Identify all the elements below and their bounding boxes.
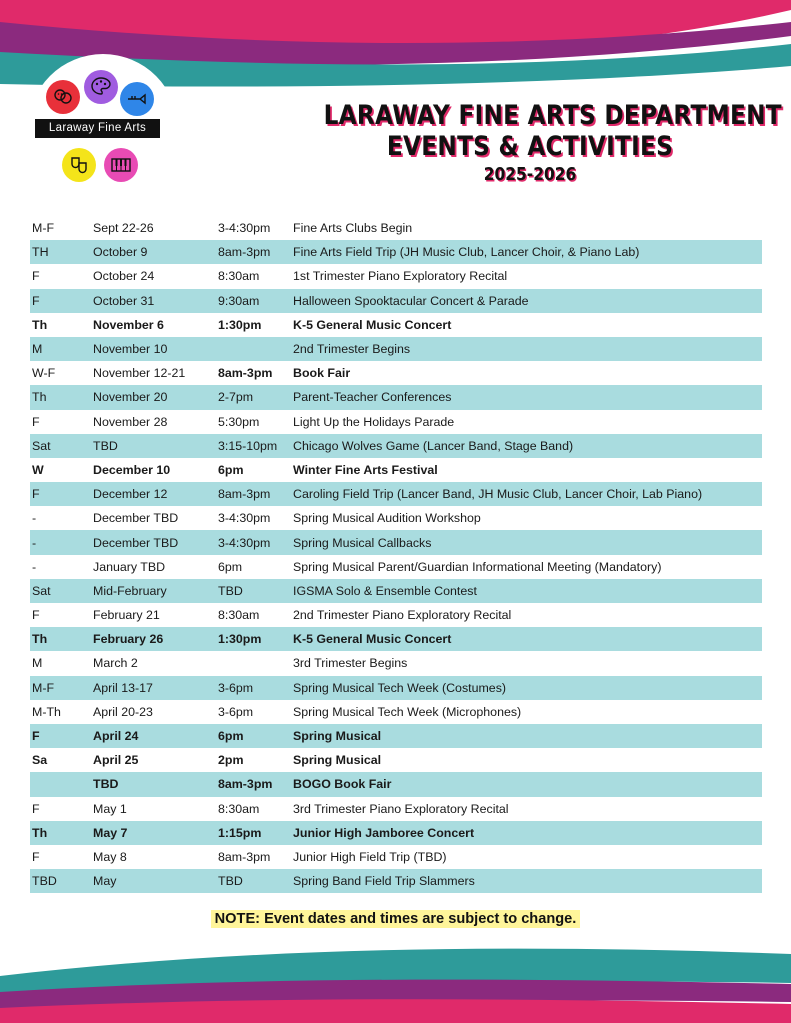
schedule-row (30, 797, 762, 821)
row-time: 2-7pm (218, 390, 254, 405)
row-event: Fine Arts Clubs Begin (293, 221, 413, 236)
row-event: Caroling Field Trip (Lancer Band, JH Music Club, Lancer Choir, Lab Piano) (293, 487, 703, 502)
row-time: 6pm (218, 729, 244, 744)
row-event: 3rd Trimester Piano Exploratory Recital (293, 801, 509, 816)
schedule-row (30, 724, 762, 748)
row-event: Chicago Wolves Game (Lancer Band, Stage Band) (293, 438, 574, 453)
row-date: November 12-21 (93, 366, 186, 381)
row-date: Sept 22-26 (93, 221, 154, 236)
row-time: 3-4:30pm (218, 535, 271, 550)
row-time: 8am-3pm (218, 366, 273, 381)
row-event: Winter Fine Arts Festival (293, 462, 438, 477)
schedule-row (30, 845, 762, 869)
row-event: Light Up the Holidays Parade (293, 414, 455, 429)
page-title (290, 100, 782, 188)
row-event: Spring Musical Tech Week (Microphones) (293, 704, 522, 719)
row-time: 1:30pm (218, 317, 262, 332)
schedule-row (30, 361, 762, 385)
row-date: April 24 (93, 729, 139, 744)
row-date: January TBD (93, 559, 166, 574)
piano-keys-icon (104, 148, 138, 182)
schedule-row (30, 385, 762, 409)
row-time: 8am-3pm (218, 849, 271, 864)
row-date: May (93, 874, 117, 889)
title-year: 2025-2026 (483, 164, 577, 185)
schedule-row (30, 603, 762, 627)
row-day: Th (32, 317, 48, 332)
row-date: February 21 (93, 608, 160, 623)
row-date: October 31 (93, 293, 155, 308)
row-event: Spring Musical (293, 753, 382, 768)
row-date: December 10 (93, 462, 171, 477)
row-day: Sa (32, 753, 48, 768)
row-day: F (32, 293, 40, 308)
schedule-row (30, 579, 762, 603)
row-day: F (32, 801, 40, 816)
row-date: November 6 (93, 317, 164, 332)
row-day: M (32, 656, 43, 671)
row-date: November 10 (93, 342, 168, 357)
row-time: 3-6pm (218, 704, 254, 719)
row-day: M (32, 342, 43, 357)
row-day: W-F (32, 366, 56, 381)
row-time: 1:15pm (218, 825, 262, 840)
row-time: 9:30am (218, 293, 260, 308)
row-date: April 13-17 (93, 680, 153, 695)
theater-masks-icon (46, 80, 80, 114)
row-date: March 2 (93, 656, 138, 671)
row-event: K-5 General Music Concert (293, 317, 452, 332)
schedule-row (30, 264, 762, 288)
row-date: February 26 (93, 632, 164, 647)
row-time: 3-4:30pm (218, 511, 271, 526)
schedule-row (30, 313, 762, 337)
row-date: April 25 (93, 753, 139, 768)
trumpet-icon (120, 82, 154, 116)
schedule-row (30, 555, 762, 579)
row-date: December 12 (93, 487, 168, 502)
row-time: 8am-3pm (218, 777, 273, 792)
schedule-row (30, 458, 762, 482)
schedule-row (30, 482, 762, 506)
laraway-fine-arts-logo (28, 54, 178, 204)
row-day: Th (32, 825, 48, 840)
schedule-row (30, 651, 762, 675)
row-day: M-F (32, 680, 55, 695)
row-time: 2pm (218, 753, 244, 768)
row-event: Spring Musical Parent/Guardian Informational Meeting (Mandatory) (293, 559, 662, 574)
row-day: TBD (32, 874, 57, 889)
row-event: 2nd Trimester Begins (293, 342, 411, 357)
row-event: IGSMA Solo & Ensemble Contest (293, 583, 477, 598)
footer-wave-decoration (0, 928, 791, 1023)
row-event: Parent-Teacher Conferences (293, 390, 452, 405)
row-time: 6pm (218, 462, 244, 477)
events-schedule-table (30, 216, 762, 893)
row-date: November 28 (93, 414, 168, 429)
row-day: Sat (32, 438, 51, 453)
row-day: F (32, 269, 40, 284)
row-date: October 24 (93, 269, 155, 284)
row-time: 3-4:30pm (218, 221, 271, 236)
row-event: K-5 General Music Concert (293, 632, 452, 647)
row-event: Spring Musical Tech Week (Costumes) (293, 680, 507, 695)
row-day: - (32, 511, 37, 526)
row-time: 8am-3pm (218, 487, 271, 502)
row-date: TBD (93, 777, 119, 792)
schedule-row (30, 700, 762, 724)
row-day: F (32, 414, 40, 429)
row-date: Mid-February (93, 583, 167, 598)
row-event: 2nd Trimester Piano Exploratory Recital (293, 608, 512, 623)
row-event: BOGO Book Fair (293, 777, 392, 792)
paint-palette-icon (84, 70, 118, 104)
schedule-note (0, 910, 791, 928)
row-day: M-F (32, 221, 55, 236)
row-date: April 20-23 (93, 704, 153, 719)
row-day: Th (32, 390, 47, 405)
row-day: - (32, 559, 37, 574)
schedule-row (30, 748, 762, 772)
row-date: November 20 (93, 390, 168, 405)
row-time: 8am-3pm (218, 245, 271, 260)
row-event: 1st Trimester Piano Exploratory Recital (293, 269, 508, 284)
schedule-row (30, 506, 762, 530)
row-time: 1:30pm (218, 632, 262, 647)
schedule-row (30, 337, 762, 361)
schedule-row (30, 530, 762, 554)
row-day: Th (32, 632, 48, 647)
row-event: Junior High Jamboree Concert (293, 825, 475, 840)
row-time: 6pm (218, 559, 243, 574)
row-event: Spring Band Field Trip Slammers (293, 874, 475, 889)
row-date: May 7 (93, 825, 128, 840)
schedule-row (30, 676, 762, 700)
row-time: 8:30am (218, 801, 260, 816)
row-time: 3:15-10pm (218, 438, 278, 453)
row-event: Junior High Field Trip (TBD) (293, 849, 447, 864)
title-line-events: EVENTS & ACTIVITIES (386, 131, 674, 162)
row-day: W (32, 462, 44, 477)
row-day: M-Th (32, 704, 61, 719)
row-time: 8:30am (218, 269, 260, 284)
row-date: October 9 (93, 245, 148, 260)
row-event: Halloween Spooktacular Concert & Parade (293, 293, 529, 308)
row-date: TBD (93, 438, 118, 453)
schedule-row (30, 216, 762, 240)
note-text: NOTE: Event dates and times are subject to change. (211, 910, 581, 928)
row-time: 8:30am (218, 608, 260, 623)
row-event: Spring Musical Callbacks (293, 535, 432, 550)
row-day: Sat (32, 583, 51, 598)
row-date: December TBD (93, 535, 179, 550)
row-event: 3rd Trimester Begins (293, 656, 408, 671)
row-time: 5:30pm (218, 414, 260, 429)
schedule-row (30, 289, 762, 313)
schedule-row (30, 434, 762, 458)
row-time: TBD (218, 583, 243, 598)
title-line-department: LARAWAY FINE ARTS DEPARTMENT (323, 100, 782, 131)
row-time: 3-6pm (218, 680, 254, 695)
row-event: Spring Musical Audition Workshop (293, 511, 481, 526)
comedy-tragedy-icon (62, 148, 96, 182)
row-day: F (32, 608, 40, 623)
schedule-row (30, 821, 762, 845)
schedule-row (30, 869, 762, 893)
row-day: F (32, 729, 40, 744)
schedule-row (30, 627, 762, 651)
schedule-row (30, 410, 762, 434)
row-date: May 1 (93, 801, 127, 816)
logo-text: Laraway Fine Arts (35, 119, 160, 138)
row-day: F (32, 487, 40, 502)
row-time: TBD (218, 874, 243, 889)
row-date: December TBD (93, 511, 179, 526)
row-event: Fine Arts Field Trip (JH Music Club, Lancer Choir, & Piano Lab) (293, 245, 640, 260)
row-day: TH (32, 245, 49, 260)
row-date: May 8 (93, 849, 127, 864)
row-day: F (32, 849, 40, 864)
schedule-row (30, 772, 762, 796)
row-event: Spring Musical (293, 729, 382, 744)
row-day: - (32, 535, 37, 550)
row-event: Book Fair (293, 366, 351, 381)
schedule-row (30, 240, 762, 264)
